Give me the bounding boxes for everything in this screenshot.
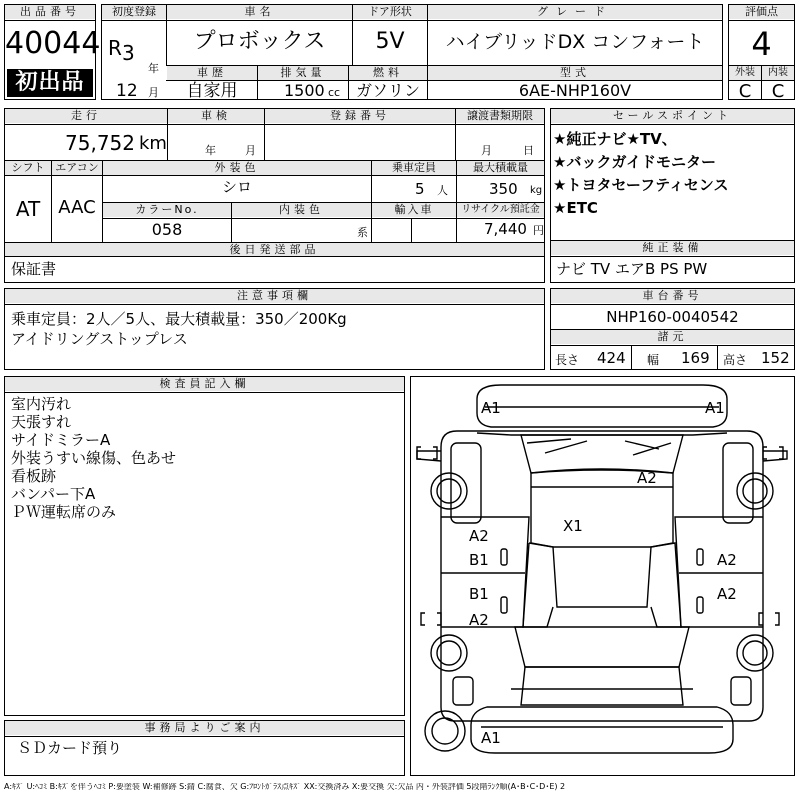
chassis-label: 車台番号: [551, 289, 794, 303]
equipment-value: ナビ TV エアB PS PW: [556, 260, 708, 278]
aircon: AAC: [58, 197, 96, 218]
displacement: 1500: [284, 81, 325, 100]
capacity-label: 乗車定員: [372, 161, 456, 175]
chassis-box: [550, 288, 795, 370]
color-number-label: カラーNo.: [103, 203, 231, 217]
maxload-unit: kg: [530, 185, 543, 196]
inspector-line: サイドミラーA: [11, 431, 111, 449]
displacement-label: 排気量: [258, 66, 348, 80]
sales-point-item: ★純正ナビ★TV、: [553, 130, 677, 148]
exterior-color-label: 外装色: [103, 161, 371, 175]
fuel: ガソリン: [355, 81, 420, 100]
notes-line: 乗車定員：2人／5人、最大積載量：350／200Kg: [11, 310, 347, 328]
lot-number: 40044: [5, 26, 101, 61]
import-label: 輸入車: [372, 203, 456, 217]
reg-month-unit: 月: [148, 86, 159, 99]
office-box: [4, 720, 405, 776]
sales-point-item: ★バックガイドモニター: [553, 153, 716, 171]
damage-mark: B1: [469, 551, 489, 569]
equipment-label: 純正装備: [551, 241, 794, 255]
door-label: ドア形状: [353, 5, 427, 19]
exterior-color: シロ: [221, 178, 252, 196]
office-label: 事務局よりご案内: [5, 721, 404, 735]
exterior-score: C: [738, 81, 752, 102]
inspector-line: バンパー下A: [11, 485, 96, 503]
inspection-year-unit: 年: [205, 144, 216, 157]
inspector-line: 天張すれ: [11, 413, 72, 431]
reg-month: 12: [116, 81, 138, 101]
damage-mark: A2: [717, 585, 737, 603]
era: R: [108, 36, 122, 60]
fuel-label: 燃料: [349, 66, 427, 80]
later-parts-box: [4, 256, 545, 283]
sales-point-item: ★トヨタセーフティセンス: [553, 176, 729, 194]
inspector-line: 看板跡: [11, 467, 57, 485]
notes-label: 注意事項欄: [5, 289, 544, 303]
length-value: 424: [597, 349, 626, 367]
overall-score: 4: [751, 25, 772, 63]
transfer-day-unit: 日: [523, 144, 534, 157]
shift: AT: [15, 197, 41, 221]
equipment-box: [550, 240, 795, 283]
first-listing-badge: 初出品: [7, 69, 93, 97]
inspection-label: 車検: [168, 109, 264, 123]
damage-mark: A2: [717, 551, 737, 569]
lot-number-box: [4, 4, 101, 100]
specs-box: [4, 108, 545, 258]
damage-mark: X1: [563, 517, 583, 535]
inspector-line: 外装うすい線傷、色あせ: [11, 449, 177, 467]
sales-points-label: セールスポイント: [551, 109, 794, 123]
condition-diagram: [410, 376, 795, 776]
model: 6AE-NHP160V: [518, 81, 632, 100]
recycle-fee: 7,440: [484, 220, 527, 238]
transfer-deadline-label: 譲渡書類期限: [456, 109, 544, 123]
history: 自家用: [186, 81, 238, 101]
exterior-score-label: 外装: [729, 66, 761, 80]
recycle-fee-unit: 円: [533, 224, 544, 237]
later-parts-label: 後日発送部品: [5, 243, 544, 257]
sales-point-item: ★ETC: [553, 199, 598, 217]
damage-mark: A2: [469, 611, 489, 629]
length-label: 長さ: [555, 353, 580, 367]
inspector-line: 室内汚れ: [11, 395, 72, 413]
grade: ハイブリッドDX コンフォート: [445, 31, 705, 53]
sales-points-box: [550, 108, 795, 242]
maxload: 350: [489, 180, 518, 198]
damage-mark: A1: [481, 729, 501, 747]
damage-mark: A2: [469, 527, 489, 545]
mileage: 75,752: [65, 131, 135, 155]
interior-color-label: 内装色: [232, 203, 371, 217]
maxload-label: 最大積載量: [457, 161, 544, 175]
score-label: 評価点: [729, 5, 794, 19]
door-type: 5V: [375, 29, 405, 54]
aircon-label: エアコン: [52, 161, 102, 175]
displacement-unit: cc: [328, 86, 341, 99]
inspection-month-unit: 月: [245, 144, 256, 157]
plate-label: 登録番号: [265, 109, 455, 123]
chassis-number: NHP160-0040542: [606, 308, 739, 326]
width-label: 幅: [647, 353, 660, 367]
model-label: 型式: [428, 66, 722, 80]
notes-box: [4, 288, 545, 370]
score-box: [728, 4, 795, 100]
inspector-line: ＰＷ運転席のみ: [11, 503, 117, 521]
car-outline-diagram: [411, 377, 794, 775]
width-value: 169: [681, 349, 710, 367]
reg-year: 3: [122, 41, 135, 65]
height-label: 高さ: [723, 353, 748, 367]
first-reg-label: 初度登録: [102, 5, 166, 19]
grade-label: グレード: [428, 5, 722, 19]
office-value: ＳＤカード預り: [17, 739, 123, 757]
legend-footer: A:ｷｽﾞ U:ﾍｺﾐ B:ｷｽﾞを伴うﾍｺﾐ P:要塗装 W:補修跡 S:錆 C:腐食、欠 G:ﾌﾛﾝﾄｶﾞﾗｽ点ｷｽﾞ XX:交換済み X:要交換 欠:欠品 内・外装評価 5段階ﾗﾝｸ順(A･B･C･D･E) 2: [4, 783, 566, 791]
lot-label: 出品番号: [5, 5, 95, 19]
dimensions-label: 諸元: [551, 330, 794, 344]
vehicle-header-box: [101, 4, 723, 100]
recycle-fee-label: リサイクル預託金: [457, 203, 544, 217]
later-parts-value: 保証書: [11, 260, 57, 278]
height-value: 152: [761, 349, 790, 367]
mileage-unit: km: [139, 133, 167, 154]
damage-mark: A1: [705, 399, 725, 417]
inspector-label: 検査員記入欄: [5, 377, 404, 391]
damage-mark: A1: [481, 399, 501, 417]
inspector-box: [4, 376, 405, 716]
interior-color-unit: 系: [357, 226, 368, 239]
capacity: 5: [415, 180, 425, 198]
mileage-label: 走行: [5, 109, 167, 123]
car-name-label: 車名: [167, 5, 352, 19]
capacity-unit: 人: [437, 184, 448, 197]
damage-mark: B1: [469, 585, 489, 603]
notes-line: アイドリングストップレス: [11, 330, 188, 348]
interior-score-label: 内装: [762, 66, 794, 80]
car-name: プロボックス: [193, 29, 326, 54]
transfer-month-unit: 月: [481, 144, 492, 157]
shift-label: シフト: [5, 161, 51, 175]
interior-score: C: [771, 81, 785, 102]
reg-year-unit: 年: [148, 62, 159, 75]
history-label: 車歴: [167, 66, 257, 80]
color-number: 058: [151, 220, 183, 239]
damage-mark: A2: [637, 469, 657, 487]
